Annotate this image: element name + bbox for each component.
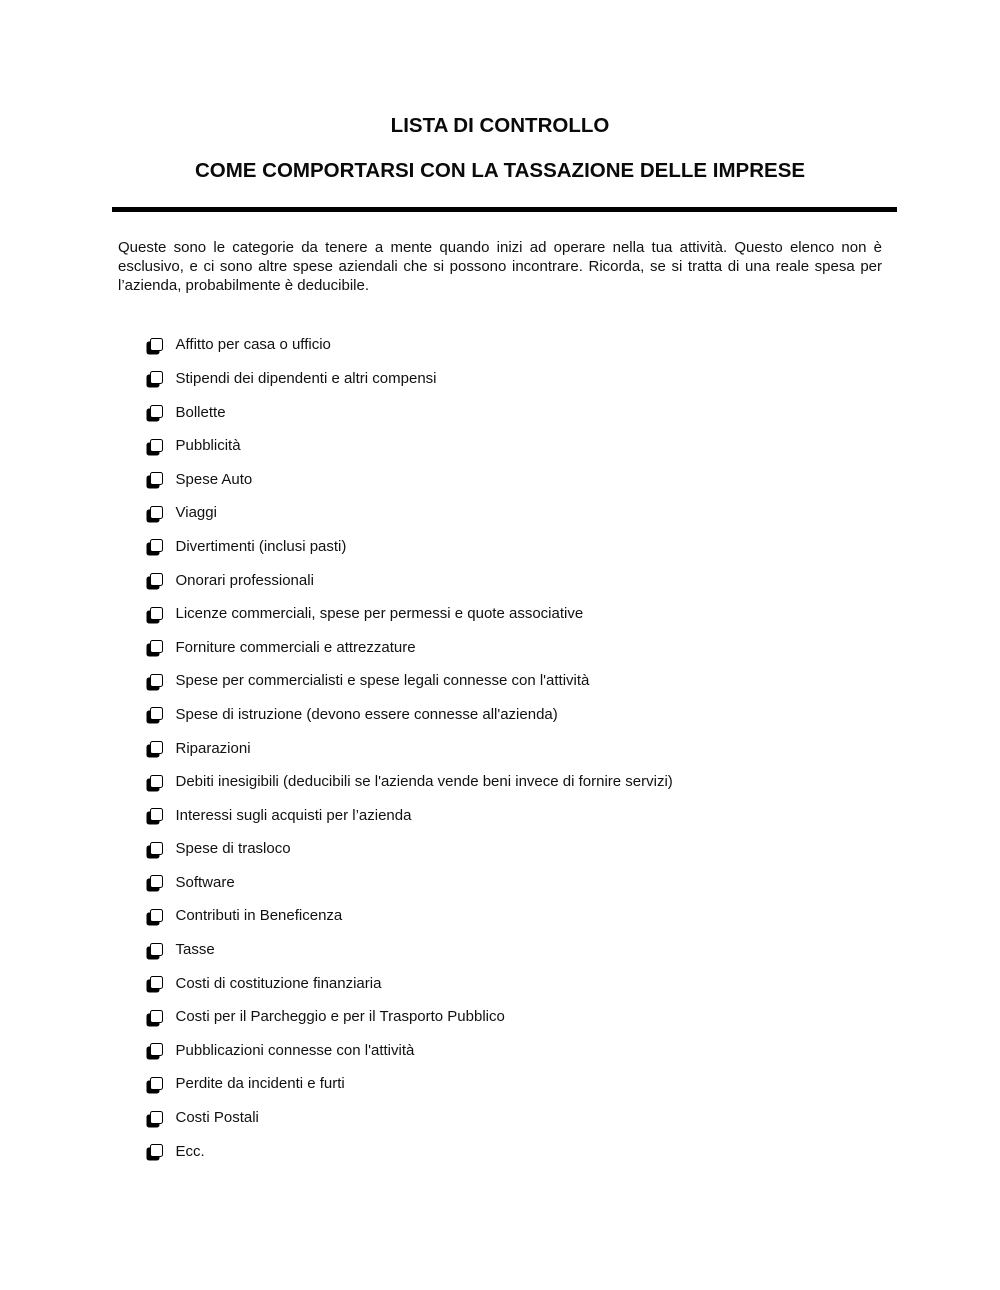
- checklist-item-label: Divertimenti (inclusi pasti): [175, 537, 347, 555]
- checklist-item: [146, 739, 882, 759]
- checkbox-icon[interactable]: [150, 405, 163, 418]
- checklist-item-label: Stipendi dei dipendenti e altri compensi: [175, 369, 437, 387]
- checkbox-icon[interactable]: [150, 439, 163, 452]
- checklist-item-label: Costi per il Parcheggio e per il Trasporto Pubblico: [175, 1008, 505, 1026]
- checkbox-icon[interactable]: [150, 338, 163, 351]
- checkbox-icon[interactable]: [150, 1010, 163, 1023]
- checklist-item: [146, 1074, 882, 1094]
- checkbox-icon[interactable]: [150, 909, 163, 922]
- checklist-item: [146, 1041, 882, 1061]
- checklist: [118, 335, 882, 1161]
- checkbox-icon[interactable]: [150, 674, 163, 687]
- checklist-item: [146, 638, 882, 658]
- checklist-item: [146, 571, 882, 591]
- checkbox-icon[interactable]: [150, 943, 163, 956]
- checklist-item-label: Viaggi: [175, 504, 217, 522]
- horizontal-rule: [112, 207, 897, 212]
- checklist-item: [146, 705, 882, 725]
- checklist-item: [146, 604, 882, 624]
- checklist-item: [146, 974, 882, 994]
- checklist-item: [146, 1108, 882, 1128]
- checkbox-icon[interactable]: [150, 1077, 163, 1090]
- checkbox-icon[interactable]: [150, 472, 163, 485]
- checkbox-icon[interactable]: [150, 976, 163, 989]
- document-subtitle: COME COMPORTARSI CON LA TASSAZIONE DELLE IMPRESE: [194, 159, 806, 182]
- checklist-item: [146, 470, 882, 490]
- checklist-item-label: Spese di trasloco: [175, 840, 291, 858]
- checklist-item: [146, 1007, 882, 1027]
- checklist-item: [146, 806, 882, 826]
- checklist-item-label: Debiti inesigibili (deducibili se l'azienda vende beni invece di fornire servizi): [175, 773, 673, 791]
- checklist-item: [146, 839, 882, 859]
- document-title: LISTA DI CONTROLLO: [390, 114, 610, 137]
- checklist-item-label: Tasse: [175, 941, 215, 959]
- checkbox-icon[interactable]: [150, 775, 163, 788]
- checklist-item-label: Interessi sugli acquisti per l’azienda: [175, 806, 412, 824]
- checkbox-icon[interactable]: [150, 1111, 163, 1124]
- checklist-item-label: Affitto per casa o ufficio: [175, 336, 331, 354]
- checkbox-icon[interactable]: [150, 875, 163, 888]
- checklist-item-label: Licenze commerciali, spese per permessi e quote associative: [175, 605, 584, 623]
- checklist-item: [146, 335, 882, 355]
- checkbox-icon[interactable]: [150, 371, 163, 384]
- checkbox-icon[interactable]: [150, 1043, 163, 1056]
- checklist-item: [146, 671, 882, 691]
- checklist-item-label: Pubblicazioni connesse con l'attività: [175, 1041, 415, 1059]
- checklist-item-label: Riparazioni: [175, 739, 251, 757]
- checkbox-icon[interactable]: [150, 573, 163, 586]
- checkbox-icon[interactable]: [150, 808, 163, 821]
- checklist-item-label: Forniture commerciali e attrezzature: [175, 638, 416, 656]
- checklist-item: [146, 537, 882, 557]
- checklist-item: [146, 772, 882, 792]
- checklist-item-label: Spese per commercialisti e spese legali connesse con l'attività: [175, 672, 590, 690]
- checklist-item: [146, 940, 882, 960]
- checkbox-icon[interactable]: [150, 1144, 163, 1157]
- checklist-item-label: Contributi in Beneficenza: [175, 907, 343, 925]
- checkbox-icon[interactable]: [150, 707, 163, 720]
- checklist-item-label: Costi Postali: [175, 1109, 259, 1127]
- checkbox-icon[interactable]: [150, 640, 163, 653]
- checklist-item-label: Costi di costituzione finanziaria: [175, 974, 382, 992]
- checklist-item-label: Ecc.: [175, 1142, 205, 1160]
- checklist-item: [146, 503, 882, 523]
- checklist-item: [146, 1142, 882, 1162]
- checklist-item: [146, 369, 882, 389]
- checklist-item-label: Onorari professionali: [175, 571, 314, 589]
- checkbox-icon[interactable]: [150, 539, 163, 552]
- checklist-item: [146, 403, 882, 423]
- checkbox-icon[interactable]: [150, 842, 163, 855]
- checkbox-icon[interactable]: [150, 741, 163, 754]
- checklist-item: [146, 873, 882, 893]
- checklist-item-label: Bollette: [175, 403, 226, 421]
- checkbox-icon[interactable]: [150, 506, 163, 519]
- checklist-item: [146, 436, 882, 456]
- checklist-item: [146, 906, 882, 926]
- checklist-item-label: Spese Auto: [175, 470, 253, 488]
- checklist-item-label: Perdite da incidenti e furti: [175, 1075, 345, 1093]
- checklist-item-label: Pubblicità: [175, 437, 241, 455]
- checklist-item-label: Spese di istruzione (devono essere connesse all'azienda): [175, 705, 558, 723]
- intro-paragraph: Queste sono le categorie da tenere a mente quando inizi ad operare nella tua attività. Questo elenco non è esclusivo, e ci sono altre spese aziendali che si possono incontrare. Ricorda, se si tratta di una reale spesa per l’azienda, probabilmente è deducibile.: [118, 238, 882, 295]
- checklist-item-label: Software: [175, 873, 235, 891]
- checkbox-icon[interactable]: [150, 607, 163, 620]
